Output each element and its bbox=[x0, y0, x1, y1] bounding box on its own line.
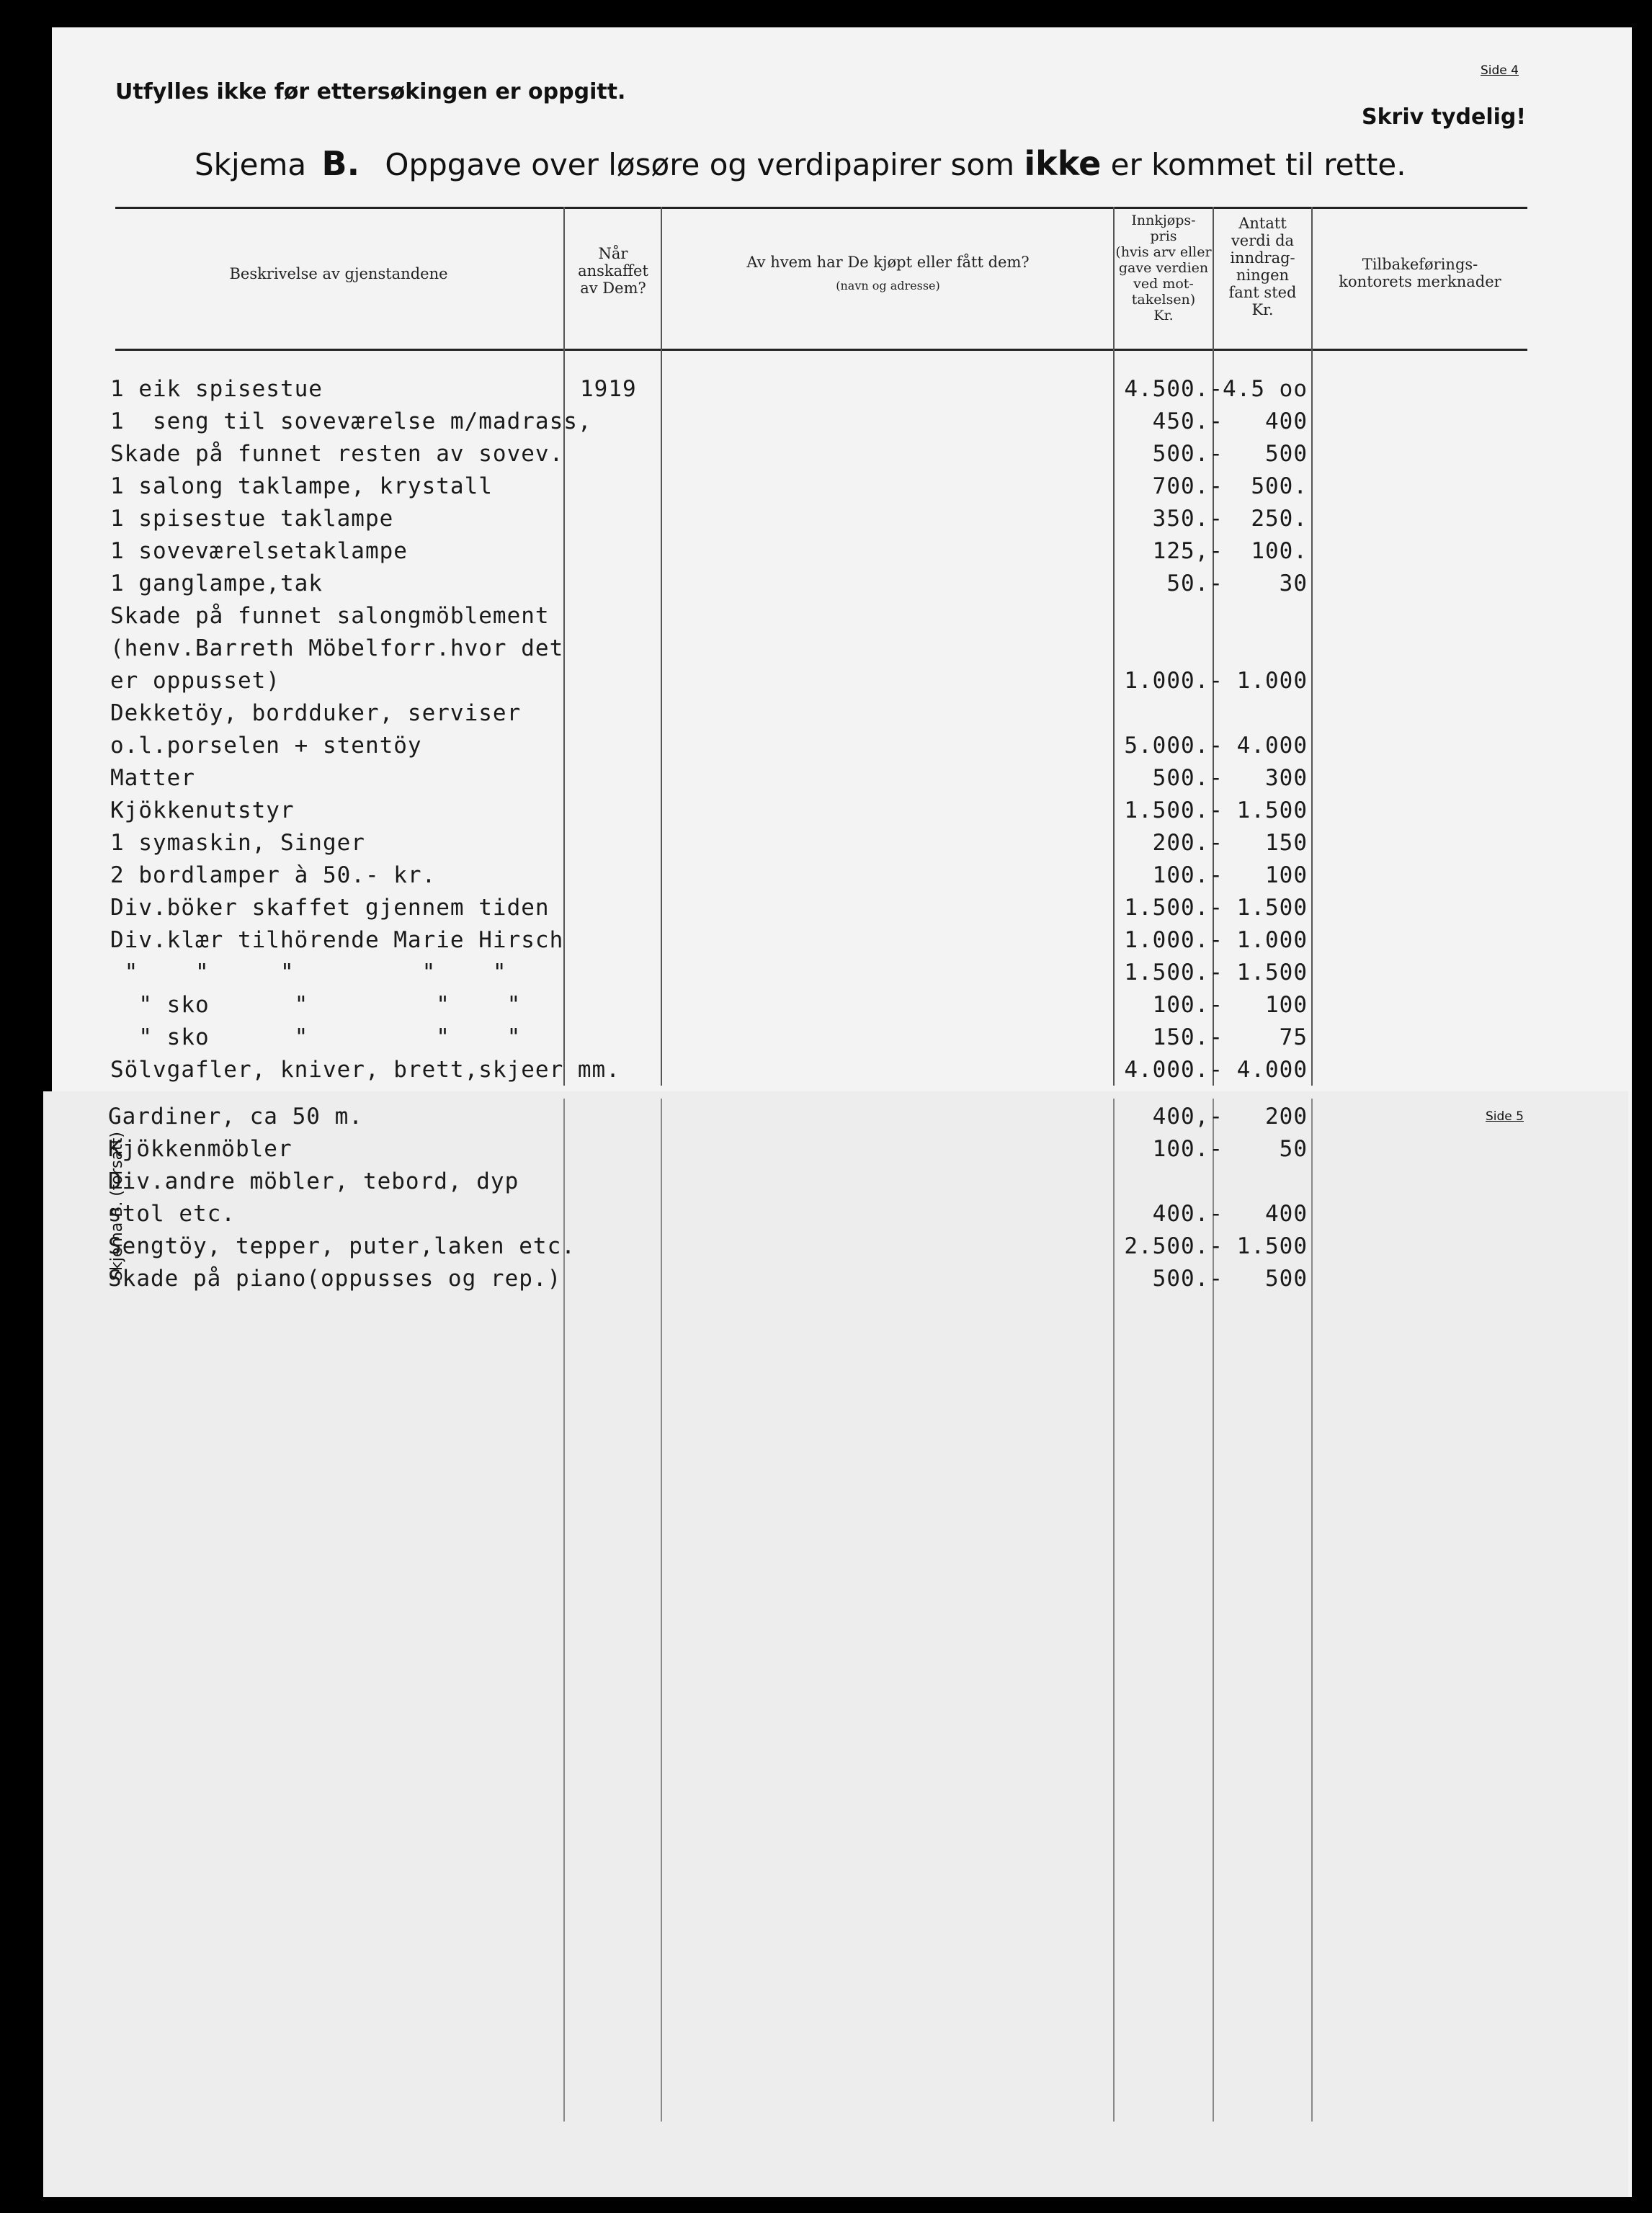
item-description: " sko " " " bbox=[110, 1024, 522, 1050]
item-estimated-value: 1.000 bbox=[1236, 927, 1308, 953]
item-purchase-price: 450.- bbox=[1152, 408, 1223, 434]
item-description: Div.böker skaffet gjennem tiden bbox=[110, 895, 550, 921]
item-purchase-price: 1.000.- bbox=[1124, 668, 1223, 694]
col-divider-2 bbox=[661, 207, 662, 1086]
item-description: Matter bbox=[110, 765, 195, 791]
item-description: 1 seng til soveværelse m/madrass, bbox=[110, 408, 592, 434]
col-header-from-whom: Av hvem har De kjøpt eller fått dem? bbox=[746, 254, 1030, 271]
item-estimated-value: 300 bbox=[1265, 765, 1308, 791]
title-prefix: Skjema bbox=[195, 147, 307, 182]
item-estimated-value: 1.500 bbox=[1236, 895, 1308, 921]
item-description: Skade på funnet resten av sovev. bbox=[110, 441, 564, 467]
item-purchase-price: 100.- bbox=[1152, 1136, 1223, 1162]
item-description: 1 salong taklampe, krystall bbox=[110, 473, 493, 499]
item-description: Skade på piano(oppusses og rep.) bbox=[108, 1266, 562, 1292]
item-description: o.l.porselen + stentöy bbox=[110, 733, 422, 759]
item-description: (henv.Barreth Möbelforr.hvor det bbox=[110, 635, 564, 661]
item-purchase-price: 500.- bbox=[1152, 441, 1223, 467]
item-estimated-value: 400 bbox=[1265, 1201, 1308, 1227]
item-purchase-price: 500.- bbox=[1152, 1266, 1223, 1292]
item-estimated-value: 50 bbox=[1279, 1136, 1308, 1162]
item-estimated-value: 1.500 bbox=[1236, 960, 1308, 985]
item-description: Kjökkenutstyr bbox=[110, 797, 295, 823]
item-estimated-value: 100. bbox=[1251, 538, 1308, 564]
item-description: 1 eik spisestue bbox=[110, 376, 323, 402]
col-divider-2-p5 bbox=[661, 1099, 662, 2122]
item-description: Kjökkenmöbler bbox=[108, 1136, 293, 1162]
write-clearly-note: Skriv tydelig! bbox=[1362, 104, 1527, 130]
item-purchase-price: 100.- bbox=[1152, 992, 1223, 1018]
title-letter: B. bbox=[321, 144, 360, 183]
item-estimated-value: 1.500 bbox=[1236, 797, 1308, 823]
table-header-rule bbox=[115, 349, 1527, 351]
item-purchase-price: 5.000.- bbox=[1124, 733, 1223, 759]
item-description: 1 symaskin, Singer bbox=[110, 830, 365, 856]
col-header-estimated-value: Antatt verdi da inndrag- ningen fant sted Kr. bbox=[1228, 215, 1297, 318]
col-divider-4 bbox=[1213, 207, 1214, 1086]
item-purchase-price: 100.- bbox=[1152, 862, 1223, 888]
item-description: " " " " " bbox=[110, 960, 507, 985]
item-purchase-price: 1.500.- bbox=[1124, 960, 1223, 985]
item-purchase-price: 1.500.- bbox=[1124, 797, 1223, 823]
item-description: stol etc. bbox=[108, 1201, 236, 1227]
item-description: 1 ganglampe,tak bbox=[110, 571, 323, 596]
table-top-rule bbox=[115, 207, 1527, 209]
item-purchase-price: 350.- bbox=[1152, 506, 1223, 532]
item-purchase-price: 1.500.- bbox=[1124, 895, 1223, 921]
item-estimated-value: 500 bbox=[1265, 1266, 1308, 1292]
page-number-5: Side 5 bbox=[1486, 1109, 1524, 1124]
item-purchase-price: 500.- bbox=[1152, 765, 1223, 791]
item-description: Sölvgafler, kniver, brett,skjeer mm. bbox=[110, 1057, 620, 1083]
item-purchase-price: 150.- bbox=[1152, 1024, 1223, 1050]
col-divider-3 bbox=[1113, 207, 1115, 1086]
side-label: Skjema B. (forsatt) bbox=[108, 1132, 126, 1281]
item-estimated-value: 1.000 bbox=[1236, 668, 1308, 694]
form-title bbox=[195, 144, 1406, 183]
item-estimated-value: 250. bbox=[1251, 506, 1308, 532]
item-estimated-value: 400 bbox=[1265, 408, 1308, 434]
item-description: 1 soveværelsetaklampe bbox=[110, 538, 408, 564]
col-header-purchase-price: Innkjøps- pris (hvis arv eller gave verdien ved mot- takelsen) Kr. bbox=[1115, 213, 1212, 323]
item-estimated-value: 4.000 bbox=[1236, 1057, 1308, 1083]
title-emphasis: ikke bbox=[1024, 144, 1102, 183]
col-divider-3-p5 bbox=[1113, 1099, 1115, 2122]
item-purchase-price: 125,- bbox=[1152, 538, 1223, 564]
page-number-4: Side 4 bbox=[1481, 63, 1519, 78]
item-description: 2 bordlamper à 50.- kr. bbox=[110, 862, 437, 888]
item-description: Dekketöy, bordduker, serviser bbox=[110, 700, 522, 726]
title-text-1: Oppgave over løsøre og verdipapirer som bbox=[385, 147, 1015, 182]
col-divider-5-p5 bbox=[1311, 1099, 1313, 2122]
item-year: 1919 bbox=[580, 376, 637, 402]
fill-note: Utfylles ikke før ettersøkingen er oppgitt. bbox=[115, 79, 626, 104]
item-estimated-value: 4.5 oo bbox=[1223, 376, 1308, 402]
item-estimated-value: 75 bbox=[1279, 1024, 1308, 1050]
item-purchase-price: 2.500.- bbox=[1124, 1233, 1223, 1259]
item-estimated-value: 1.500 bbox=[1236, 1233, 1308, 1259]
item-description: Div.andre möbler, tebord, dyp bbox=[108, 1168, 519, 1194]
col-header-acquired: Når anskaffet av Dem? bbox=[578, 245, 648, 297]
item-purchase-price: 4.000.- bbox=[1124, 1057, 1223, 1083]
col-header-remarks: Tilbakeførings- kontorets merknader bbox=[1339, 256, 1501, 290]
item-estimated-value: 150 bbox=[1265, 830, 1308, 856]
item-purchase-price: 400.- bbox=[1152, 1201, 1223, 1227]
col-divider-1 bbox=[563, 207, 565, 1086]
item-purchase-price: 1.000.- bbox=[1124, 927, 1223, 953]
item-description: Div.klær tilhörende Marie Hirsch bbox=[110, 927, 564, 953]
title-text-2: er kommet til rette. bbox=[1110, 147, 1406, 182]
item-description: " sko " " " bbox=[110, 992, 522, 1018]
item-purchase-price: 4.500.- bbox=[1124, 376, 1223, 402]
item-estimated-value: 500. bbox=[1251, 473, 1308, 499]
item-purchase-price: 700.- bbox=[1152, 473, 1223, 499]
item-purchase-price: 400,- bbox=[1152, 1104, 1223, 1130]
col-header-description: Beskrivelse av gjenstandene bbox=[229, 265, 448, 282]
item-estimated-value: 4.000 bbox=[1236, 733, 1308, 759]
item-estimated-value: 100 bbox=[1265, 862, 1308, 888]
item-estimated-value: 500 bbox=[1265, 441, 1308, 467]
item-description: er oppusset) bbox=[110, 668, 280, 694]
item-purchase-price: 50.- bbox=[1166, 571, 1223, 596]
item-estimated-value: 200 bbox=[1265, 1104, 1308, 1130]
item-description: Sengtöy, tepper, puter,laken etc. bbox=[108, 1233, 576, 1259]
item-estimated-value: 100 bbox=[1265, 992, 1308, 1018]
col-header-from-whom-sub: (navn og adresse) bbox=[836, 279, 940, 292]
item-purchase-price: 200.- bbox=[1152, 830, 1223, 856]
col-divider-5 bbox=[1311, 207, 1313, 1086]
item-description: Gardiner, ca 50 m. bbox=[108, 1104, 363, 1130]
item-description: 1 spisestue taklampe bbox=[110, 506, 394, 532]
item-estimated-value: 30 bbox=[1279, 571, 1308, 596]
item-description: Skade på funnet salongmöblement bbox=[110, 603, 550, 629]
